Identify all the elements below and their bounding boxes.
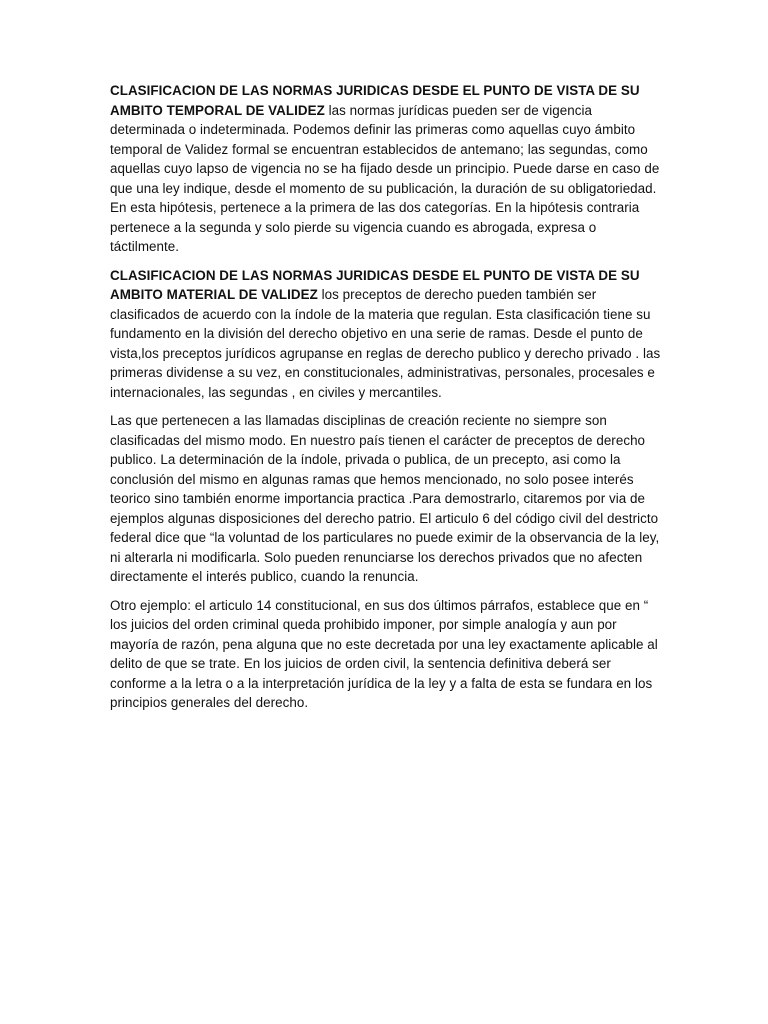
paragraph-temporal-validity [110,81,662,257]
heading-temporal-validity: CLASIFICACION DE LAS NORMAS JURIDICAS DESDE EL PUNTO DE VISTA DE SU AMBITO TEMPORAL DE VALIDEZ [110,83,640,118]
document-body [110,81,662,722]
paragraph-text: las normas jurídicas pueden ser de vigencia determinada o indeterminada. Podemos definir las primeras como aquellas cuyo ámbito temporal de Validez formal se encuentran establecidos de antemano; las segundas, como aquellas cuyo lapso de vigencia no se ha fijado desde un principio. Puede darse en caso de que una ley indique, desde el momento de su publicación, la duración de su obligatoriedad. En esta hipótesis, pertenece a la primera de las dos categorías. En la hipótesis contraria pertenece a la segunda y solo pierde su vigencia cuando es abrogada, expresa o táctilmente. [110,102,660,254]
paragraph-article-14-example [110,596,662,713]
paragraph-material-validity [110,266,662,403]
paragraph-text: Las que pertenecen a las llamadas disciplinas de creación reciente no siempre son clasificadas del mismo modo. En nuestro país tienen el carácter de preceptos de derecho publico. La determinación de la índole, privada o publica, de un precepto, asi como la conclusión del mismo en algunas ramas que hemos mencionado, no solo posee interés teorico sino también enorme importancia practica .Para demostrarlo, citaremos por via de ejemplos algunas disposiciones del derecho patrio. El articulo 6 del código civil del destricto federal dice que “la voluntad de los particulares no puede eximir de la observancia de la ley, ni alterarla ni modificarla. Solo pueden renunciarse los derechos privados que no afecten directamente el interés publico, cuando la renuncia. [110,413,660,584]
paragraph-text: los preceptos de derecho pueden también ser clasificados de acuerdo con la índole de la materia que regulan. Esta clasificación tiene su fundamento en la división del derecho objetivo en una serie de ramas. Desde el punto de vista,los preceptos jurídicos agrupanse en reglas de derecho publico y derecho privado . las primeras dividense a su vez, en constitucionales, administrativas, personales, procesales e internacionales, las segundas , en civiles y mercantiles. [110,287,661,400]
paragraph-text: Otro ejemplo: el articulo 14 constitucional, en sus dos últimos párrafos, establece que en “ los juicios del orden criminal queda prohibido imponer, por simple analogía y aun por mayoría de razón, pena alguna que no este decretada por una ley exactamente aplicable al delito de que se trate. En los juicios de orden civil, la sentencia definitiva deberá ser conforme a la letra o a la interpretación jurídica de la ley y a falta de esta se fundara en los principios generales del derecho. [110,597,658,710]
paragraph-recent-disciplines [110,411,662,587]
heading-material-validity: CLASIFICACION DE LAS NORMAS JURIDICAS DESDE EL PUNTO DE VISTA DE SU AMBITO MATERIAL DE VALIDEZ [110,267,640,302]
